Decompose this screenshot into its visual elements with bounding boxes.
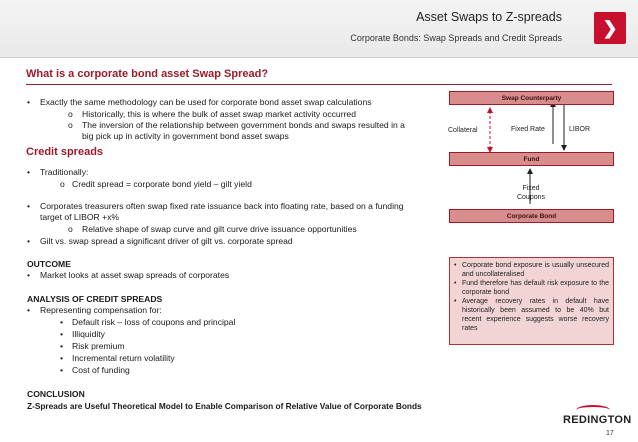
analysis-item: Default risk – loss of coupons and principal <box>72 317 236 327</box>
collateral-label: Collateral <box>448 127 478 134</box>
credit-b2b: target of LIBOR +x% <box>40 212 120 222</box>
bullet-icon: • <box>27 167 31 177</box>
conclusion-heading: CONCLUSION <box>27 389 85 399</box>
outcome-heading: OUTCOME <box>27 259 71 269</box>
analysis-b1: Representing compensation for: <box>40 305 162 315</box>
slide-title: Asset Swaps to Z-spreads <box>416 10 562 24</box>
sub-bullet-icon: o <box>60 179 65 189</box>
next-chevron-icon[interactable]: ❯ <box>594 12 626 44</box>
bullet-icon: • <box>60 329 64 339</box>
conclusion-text: Z-Spreads are Useful Theoretical Model to Enable Comparison of Relative Value of Corporate Bonds <box>27 401 422 411</box>
fund-box: Fund <box>449 152 614 166</box>
credit-b2sub: Relative shape of swap curve and gilt curve drive issuance opportunities <box>82 224 357 234</box>
header-bar <box>0 0 638 58</box>
credit-b1sub: Credit spread = corporate bond yield – gilt yield <box>72 179 252 189</box>
note-item: • Fund therefore has default risk exposure to the corporate bond <box>454 280 609 296</box>
page-number: 17 <box>606 430 614 437</box>
intro-bullet: Exactly the same methodology can be used for corporate bond asset swap calculations <box>40 97 372 107</box>
analysis-item: Cost of funding <box>72 365 130 375</box>
bullet-icon: • <box>60 341 64 351</box>
sub-bullet-icon: o <box>68 109 73 119</box>
intro-sub2b: big pick up in activity in government bond asset swaps <box>82 131 289 141</box>
sub-bullet-icon: o <box>68 120 73 130</box>
bullet-icon: • <box>60 353 64 363</box>
credit-b2a: Corporates treasurers often swap fixed rate issuance back into floating rate, based on a funding <box>40 201 404 211</box>
credit-b1: Traditionally: <box>40 167 89 177</box>
libor-label: LIBOR <box>569 126 591 133</box>
bullet-icon: • <box>27 97 31 107</box>
divider <box>26 84 612 85</box>
notes-box <box>449 257 614 345</box>
swap-counterparty-box: Swap Counterparty <box>449 91 614 105</box>
bullet-icon: • <box>27 201 31 211</box>
note-item: • Corporate bond exposure is usually unsecured and uncollateralised <box>454 262 609 278</box>
credit-heading: Credit spreads <box>26 146 104 158</box>
slide-subtitle: Corporate Bonds: Swap Spreads and Credit Spreads <box>350 33 562 43</box>
note-item: • Average recovery rates in default have historically been assumed to be 40% but recent experience suggests worse recovery rates <box>454 298 609 332</box>
analysis-item: Incremental return volatility <box>72 353 175 363</box>
coupons-label: Coupons <box>516 194 546 201</box>
bullet-icon: • <box>27 270 31 280</box>
intro-sub2a: The inversion of the relationship between government bonds and swaps resulted in a <box>82 120 405 130</box>
credit-b3: Gilt vs. swap spread a significant driver of gilt vs. corporate spread <box>40 236 293 246</box>
outcome-b1: Market looks at asset swap spreads of corporates <box>40 270 230 280</box>
intro-sub1: Historically, this is where the bulk of asset swap market activity occurred <box>82 109 356 119</box>
analysis-heading: ANALYSIS OF CREDIT SPREADS <box>27 294 163 304</box>
section-question: What is a corporate bond asset Swap Spread? <box>26 68 269 80</box>
bullet-icon: • <box>27 305 31 315</box>
corporate-bond-box: Corporate Bond <box>449 209 614 223</box>
bullet-icon: • <box>27 236 31 246</box>
analysis-item: Risk premium <box>72 341 125 351</box>
bullet-icon: • <box>60 317 64 327</box>
fixed-rate-label: Fixed Rate <box>511 126 545 133</box>
fixed-label: Fixed <box>522 185 540 192</box>
redington-logo: REDINGTON <box>563 414 632 426</box>
bullet-icon: • <box>60 365 64 375</box>
sub-bullet-icon: o <box>68 224 73 234</box>
analysis-item: Illiquidity <box>72 329 105 339</box>
